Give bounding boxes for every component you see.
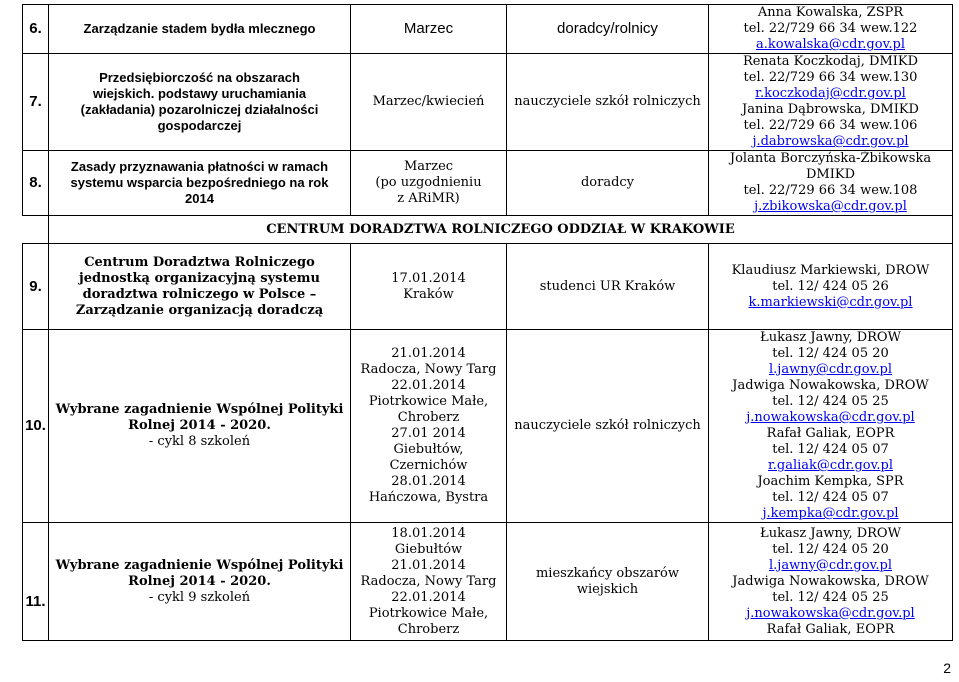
text-line: 18.01.2014 [391,525,466,541]
text-line: wiejskich [576,581,639,597]
audience-cell [507,151,709,216]
contact-line: tel. 12/ 424 05 20 [772,346,889,361]
topic-cell [49,151,351,216]
date-cell [351,330,507,523]
contact-line: Jolanta Borczyńska-Żbikowska [729,151,932,166]
text-line: nauczyciele szkół rolniczych [514,418,701,433]
contact-line: Klaudiusz Markiewski, DROW [731,262,930,278]
contact-line: tel. 12/ 424 05 20 [772,541,889,557]
text-line: 17.01.2014 [391,270,466,286]
text-line: (po uzgodnieniu [375,175,482,190]
text-line: z ARiMR) [397,191,460,206]
topic-title [51,558,348,590]
contact-cell [709,523,953,641]
text-line: Piotrkowice Małe, [368,394,489,409]
row-number: 6. [23,5,49,54]
text-line: Kraków [403,286,454,302]
table-row [23,5,953,54]
contact-line: tel. 12/ 424 05 25 [772,394,889,409]
row-number: 10. [23,330,49,523]
text-line: Wybrane zagadnienie Wspólnej Polityki [55,557,344,573]
section-banner-row [23,216,953,244]
text-line: Rolnej 2014 - 2020. [128,418,271,433]
table-row [23,244,953,330]
topic-note: - cykl 8 szkoleń [148,434,251,449]
contact-line: tel. 22/729 66 34 wew.130 [743,70,918,85]
contact-cell [709,5,953,54]
text-line: Zarządzanie stadem bydła mlecznego [83,21,316,36]
contact-line: tel. 12/ 424 05 26 [772,278,889,294]
text-line: Chroberz [397,410,460,425]
contact-line: tel. 12/ 424 05 25 [772,589,889,605]
text-line: Rolnej 2014 - 2020. [128,573,271,589]
text-line: 28.01.2014 [391,474,466,489]
text-line: systemu wsparcia bezpośredniego na rok [70,175,329,190]
text-line: 22.01.2014 [391,378,466,393]
contact-line: Łukasz Jawny, DROW [760,525,901,541]
date-cell [351,54,507,151]
training-schedule-table [22,4,953,641]
topic-note: - cykl 9 szkoleń [148,589,251,605]
date-cell [351,523,507,641]
topic-cell [49,54,351,151]
text-line: 2014 [185,191,214,206]
text-line: Radocza, Nowy Targ [360,573,497,589]
text-line: Marzec [403,159,454,174]
contact-line: DMIKD [805,167,855,182]
date-cell [351,5,507,54]
email-link[interactable]: l.jawny@cdr.gov.pl [769,362,892,377]
date-cell [351,244,507,330]
row-number: 7. [23,54,49,151]
text-line: Zarządzanie organizacją doradczą [75,302,324,318]
contact-line: Janina Dąbrowska, DMIKD [742,102,919,117]
text-line: Wybrane zagadnienie Wspólnej Polityki [55,402,344,417]
contact-line: Renata Koczkodaj, DMIKD [742,54,919,69]
text-line: 21.01.2014 [391,557,466,573]
email-link[interactable]: j.nowakowska@cdr.gov.pl [746,605,915,621]
email-link[interactable]: r.koczkodaj@cdr.gov.pl [755,86,906,101]
text-line: Radocza, Nowy Targ [360,362,497,377]
topic-cell [49,5,351,54]
contact-cell [709,151,953,216]
text-line: Giebułtów, Czernichów [389,442,468,473]
contact-line: tel. 22/729 66 34 wew.122 [743,21,918,36]
text-line: 27.01 2014 [391,426,466,441]
contact-line: tel. 12/ 424 05 07 [772,490,889,505]
date-cell [351,151,507,216]
audience-cell [507,5,709,54]
email-link[interactable]: l.jawny@cdr.gov.pl [769,557,892,573]
row-number: 9. [23,244,49,330]
text-line: Zasady przyznawania płatności w ramach [70,159,329,174]
text-line: Hańczowa, Bystra [368,490,489,505]
text-line: Chroberz [397,621,460,637]
audience-cell [507,523,709,641]
contact-line: tel. 22/729 66 34 wew.106 [743,118,918,133]
page-number: 2 [943,660,951,676]
text-line: 22.01.2014 [391,589,466,605]
email-link[interactable]: a.kowalska@cdr.gov.pl [755,37,905,52]
text-line: Marzec [403,20,454,37]
email-link[interactable]: j.zbikowska@cdr.gov.pl [754,199,907,214]
text-line: Centrum Doradztwa Rolniczego [84,254,315,270]
audience-cell [507,244,709,330]
table-row [23,151,953,216]
text-line: gospodarczej [157,118,242,133]
table-row [23,330,953,523]
contact-cell [709,330,953,523]
text-line: Giebułtów [394,541,463,557]
text-line: Przedsiębiorczość na obszarach [99,70,300,85]
contact-line: tel. 22/729 66 34 wew.108 [743,183,918,198]
section-banner: CENTRUM DORADZTWA ROLNICZEGO ODDZIAŁ W KRAKOWIE [49,216,953,244]
email-link[interactable]: j.nowakowska@cdr.gov.pl [746,410,915,425]
contact-line: tel. 12/ 424 05 07 [772,442,889,457]
banner-spacer [23,216,49,244]
email-link[interactable]: k.markiewski@cdr.gov.pl [748,294,913,310]
topic-cell [49,244,351,330]
text-line: doradcy [580,175,635,190]
email-link[interactable]: r.galiak@cdr.gov.pl [767,458,894,473]
text-line: wiejskich. podstawy uruchamiania [92,86,307,101]
text-line: mieszkańcy obszarów [535,565,680,581]
contact-line: Łukasz Jawny, DROW [760,330,901,345]
email-link[interactable]: j.kempka@cdr.gov.pl [762,506,899,521]
topic-title [51,402,348,434]
row-number: 11. [23,523,49,641]
contact-line: Joachim Kempka, SPR [757,474,904,489]
text-line: (zakładania) pozarolniczej działalności [80,102,319,117]
row-number: 8. [23,151,49,216]
contact-cell [709,244,953,330]
table-row [23,54,953,151]
text-line: doradcy/rolnicy [557,20,658,37]
text-line: 21.01.2014 [391,346,466,361]
text-line: nauczyciele szkół rolniczych [514,94,701,109]
contact-line: Jadwiga Nowakowska, DROW [732,573,929,589]
text-line: doradztwa rolniczego w Polsce – [82,286,317,302]
topic-cell [49,523,351,641]
contact-line: Anna Kowalska, ZSPR [757,5,904,20]
table-row [23,523,953,641]
contact-line: Rafał Galiak, EOPR [766,621,895,637]
text-line: Piotrkowice Małe, [368,605,489,621]
audience-cell [507,330,709,523]
text-line: jednostką organizacyjną systemu [79,270,320,286]
audience-cell [507,54,709,151]
email-link[interactable]: j.dabrowska@cdr.gov.pl [752,134,909,149]
contact-line: Jadwiga Nowakowska, DROW [732,378,929,393]
contact-line: Rafał Galiak, EOPR [766,426,895,441]
topic-cell [49,330,351,523]
text-line: Marzec/kwiecień [372,94,485,109]
contact-cell [709,54,953,151]
text-line: studenci UR Kraków [539,278,676,294]
